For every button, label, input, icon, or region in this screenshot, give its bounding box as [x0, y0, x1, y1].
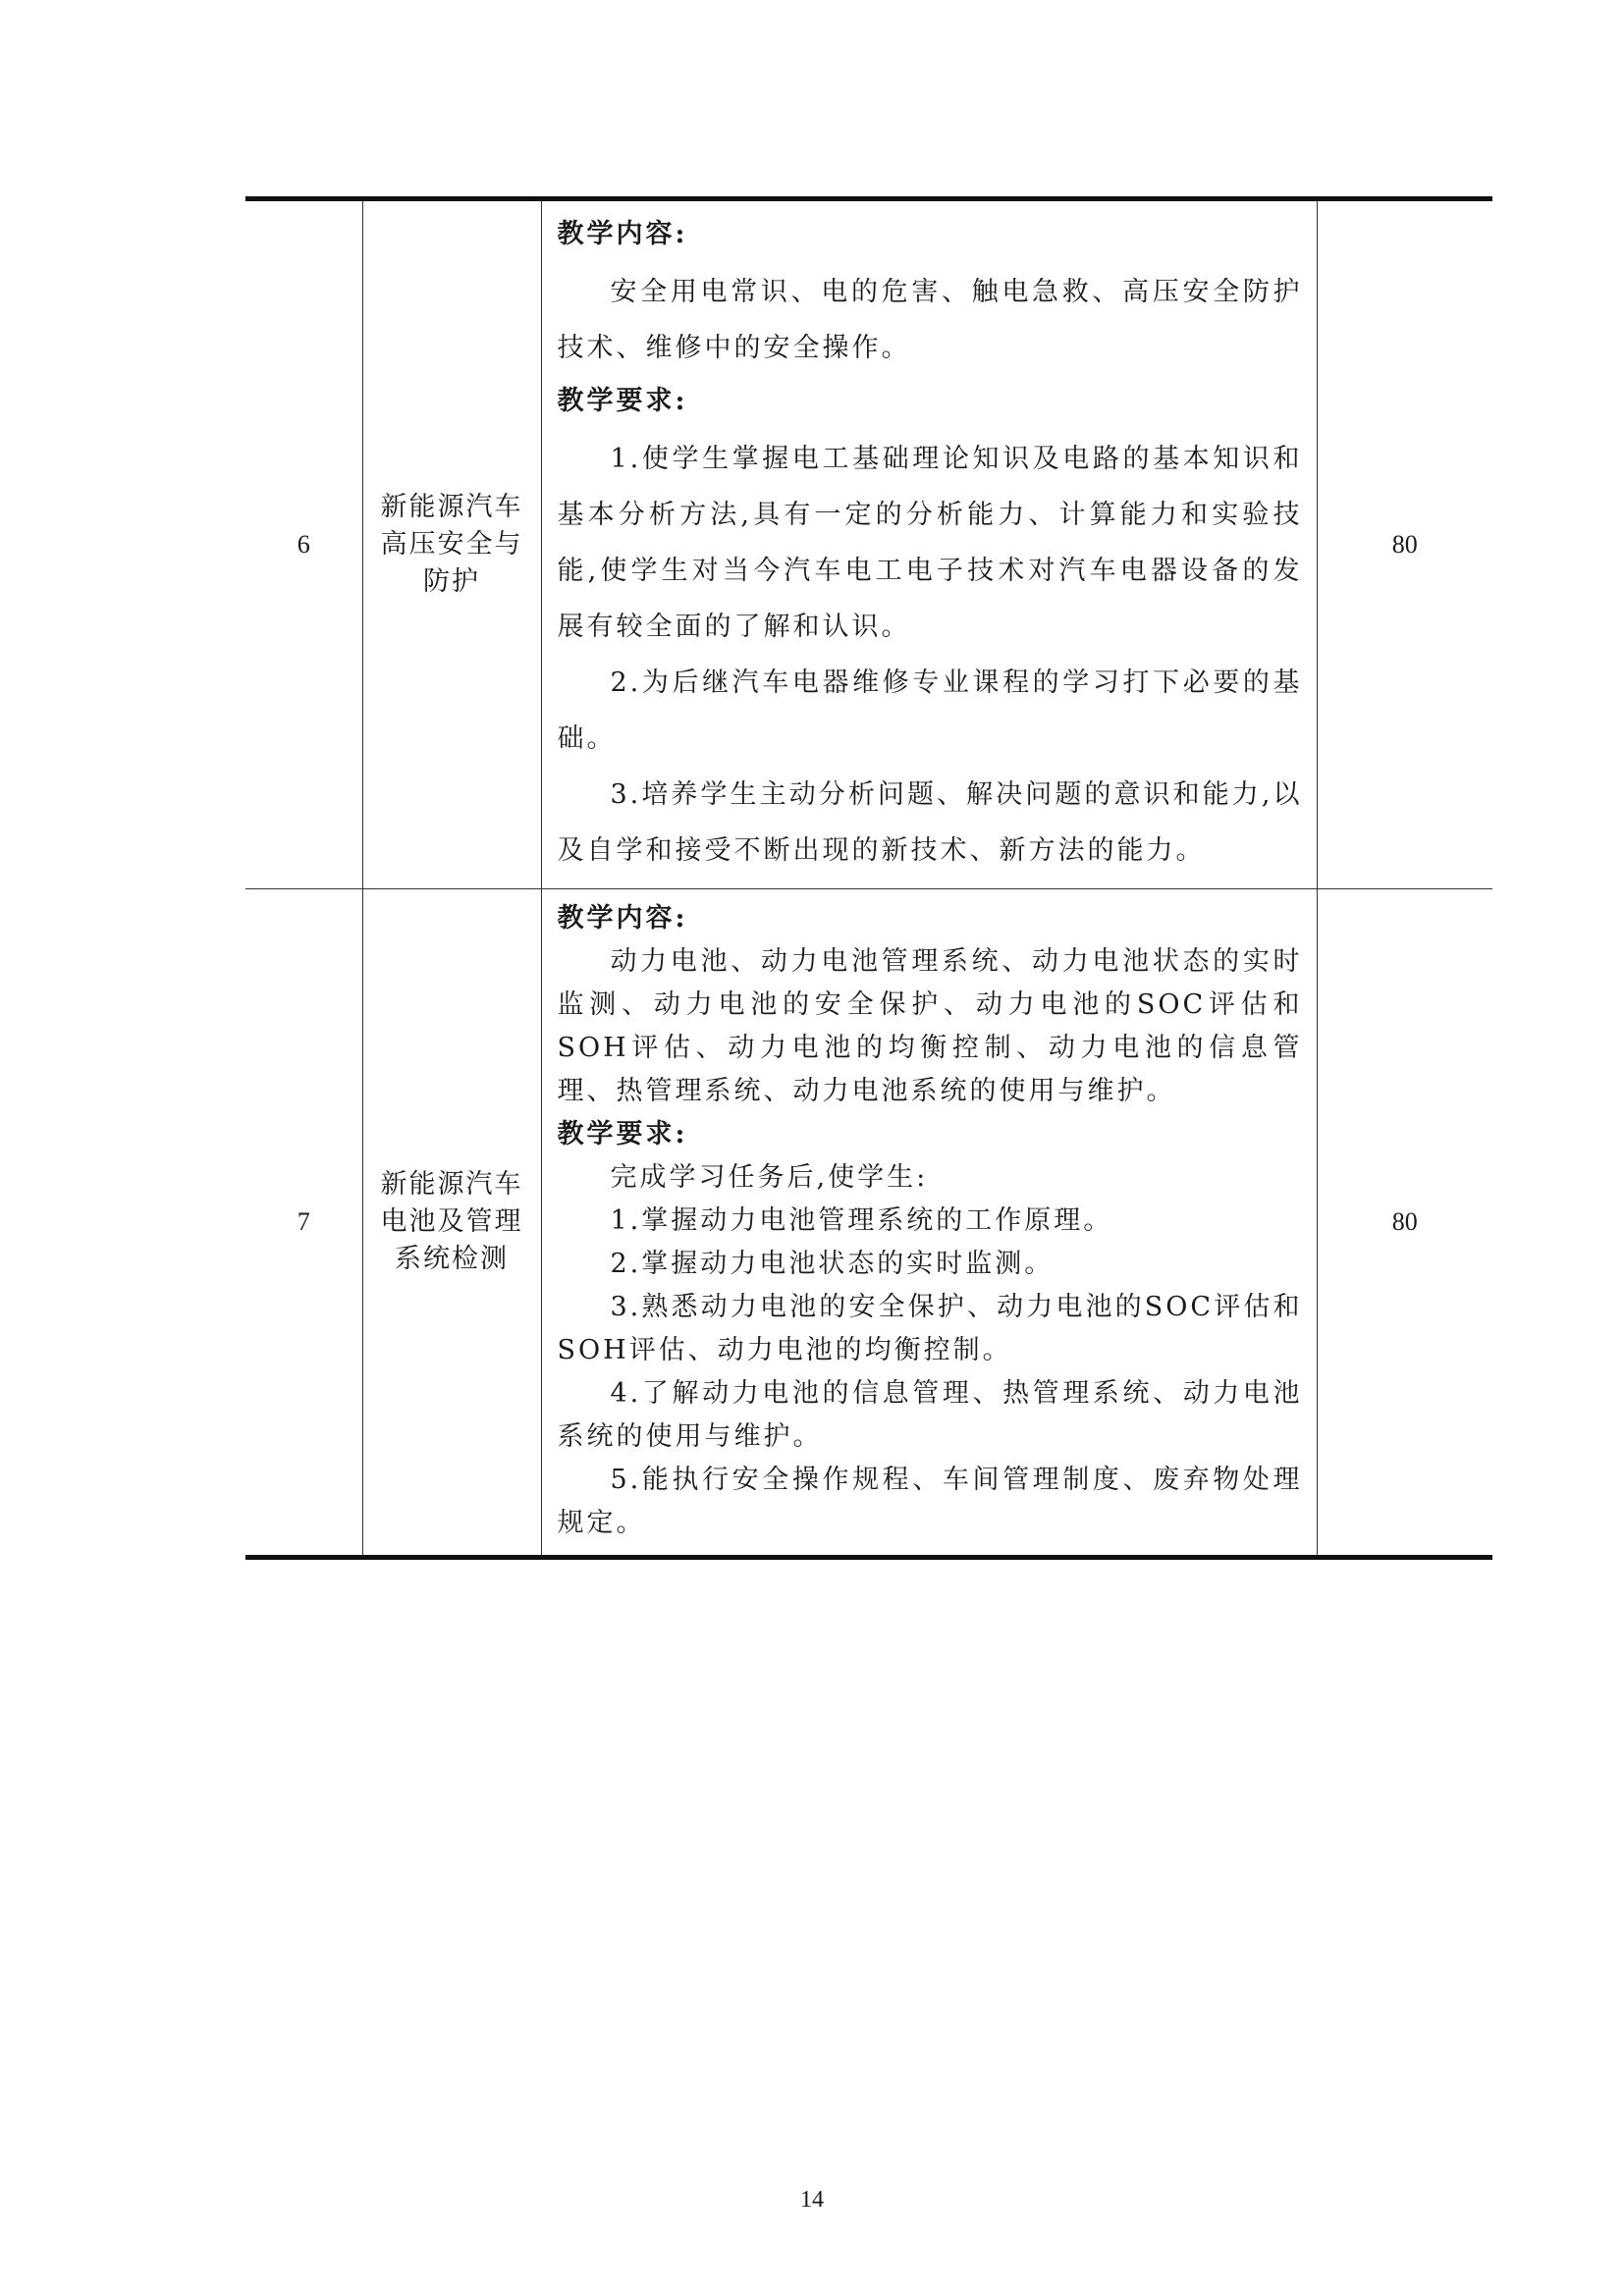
requirement-item: 1.掌握动力电池管理系统的工作原理。	[610, 1205, 1113, 1236]
course-table	[245, 196, 1492, 1560]
course-content	[541, 889, 1317, 1558]
content-heading: 教学内容:	[557, 219, 688, 249]
table-row	[245, 889, 1492, 1558]
page-number: 14	[800, 2187, 824, 2213]
requirement-item: 2.掌握动力电池状态的实时监测。	[610, 1249, 1055, 1279]
course-hours: 80	[1317, 889, 1492, 1558]
course-content	[541, 199, 1317, 889]
course-name-line: 高压安全与	[380, 529, 523, 560]
course-name-line: 新能源汽车	[380, 1169, 523, 1200]
requirement-item: 5.能执行安全操作规程、车间管理制度、废弃物处理规定。	[557, 1465, 1303, 1538]
course-hours: 80	[1317, 199, 1492, 889]
content-text: 安全用电常识、电的危害、触电急救、高压安全防护技术、维修中的安全操作。	[557, 277, 1303, 363]
requirement-item: 4.了解动力电池的信息管理、热管理系统、动力电池系统的使用与维护。	[557, 1378, 1303, 1452]
course-number: 7	[245, 889, 362, 1558]
course-name	[362, 199, 541, 889]
requirement-intro: 完成学习任务后,使学生:	[610, 1162, 929, 1193]
requirement-item: 3.熟悉动力电池的安全保护、动力电池的SOC评估和SOH评估、动力电池的均衡控制。	[557, 1292, 1303, 1365]
course-name	[362, 889, 541, 1558]
course-name-line: 防护	[423, 566, 480, 597]
requirement-item: 2.为后继汽车电器维修专业课程的学习打下必要的基础。	[557, 667, 1303, 754]
course-name-line: 新能源汽车	[380, 492, 523, 522]
course-name-line: 系统检测	[395, 1244, 509, 1274]
course-name-line: 电池及管理	[380, 1206, 523, 1237]
course-number: 6	[245, 199, 362, 889]
table-row	[245, 199, 1492, 889]
content-text: 动力电池、动力电池管理系统、动力电池状态的实时监测、动力电池的安全保护、动力电池的SOC评估和SOH评估、动力电池的均衡控制、动力电池的信息管理、热管理系统、动力电池系统的使用与维护。	[557, 946, 1303, 1106]
requirement-item: 3.培养学生主动分析问题、解决问题的意识和能力,以及自学和接受不断出现的新技术、新方法的能力。	[557, 779, 1303, 866]
requirement-heading: 教学要求:	[557, 1119, 688, 1149]
requirement-heading: 教学要求:	[557, 386, 688, 416]
requirement-item: 1.使学生掌握电工基础理论知识及电路的基本知识和基本分析方法,具有一定的分析能力、计算能力和实验技能,使学生对当今汽车电工电子技术对汽车电器设备的发展有较全面的了解和认识。	[557, 444, 1303, 642]
content-heading: 教学内容:	[557, 903, 688, 934]
